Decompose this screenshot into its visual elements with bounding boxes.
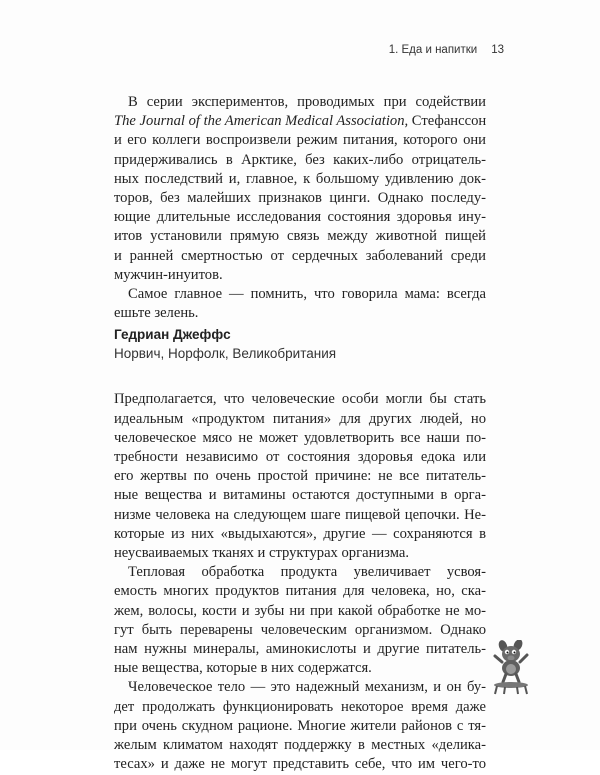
text-fragment: Стефанссон bbox=[411, 113, 487, 130]
text-line: при очень скудном рационе. Многие жители районов с тя- bbox=[114, 717, 486, 734]
text-line: Тепловая обработка продукта увеличивает усвоя- bbox=[128, 564, 486, 581]
chapter-title: 1. Еда и напитки bbox=[388, 44, 478, 56]
text-line: Человеческое тело — это надежный механизм, и он бу- bbox=[128, 679, 486, 696]
text-line: гут быть переварены человеческим организмом. Однако bbox=[114, 621, 486, 638]
running-head bbox=[389, 44, 504, 56]
text-line: которые из них «выдыхаются», другие — сохраняются в bbox=[114, 525, 486, 542]
author-location: Норвич, Норфолк, Великобритания bbox=[114, 346, 337, 362]
text-line bbox=[114, 112, 486, 131]
text-line: придерживались в Арктике, без каких-либо отрицатель- bbox=[114, 151, 486, 168]
paragraph bbox=[114, 563, 486, 678]
text-line: нам нужны минералы, аминокислоты и другие питатель- bbox=[114, 641, 486, 658]
text-line: ные вещества, которые в них содержатся. bbox=[114, 660, 372, 677]
text-line: дет продолжать функционировать некоторое время даже bbox=[114, 698, 486, 715]
text-line: мужчин-инуитов. bbox=[114, 266, 223, 283]
text-line: Предполагается, что человеческие особи могли бы стать bbox=[114, 391, 486, 408]
section-gap bbox=[114, 382, 486, 390]
body-text bbox=[114, 93, 486, 775]
text-line: низме человека на следующем шаге пищевой цепочки. Не- bbox=[114, 506, 486, 523]
section-gap bbox=[114, 363, 486, 382]
text-line: ные вещества и витамины остаются доступными в орга- bbox=[114, 487, 486, 504]
text-line: и ранней смертностью от сердечных заболеваний среди bbox=[114, 247, 486, 264]
text-line: торов, без малейших признаков цинги. Однако последу- bbox=[114, 190, 486, 207]
text-line: его жертвы по очень простой причине: не все питатель- bbox=[114, 468, 486, 485]
text-line: ющие длительные исследования состояния здоровья ину- bbox=[114, 209, 486, 226]
text-line: требности независимо от состояния здоровья едока или bbox=[114, 449, 486, 466]
author-name: Гедриан Джеффс bbox=[114, 327, 231, 343]
page-number: 13 bbox=[491, 44, 504, 56]
text-line: ных последствий и, главное, к большому удивлению док- bbox=[114, 170, 486, 187]
paragraph bbox=[114, 285, 486, 323]
text-line: В серии экспериментов, проводимых при содействии bbox=[128, 94, 486, 110]
cartoon-figure-on-trampoline-icon bbox=[491, 640, 531, 695]
text-line: жем, волосы, кости и зубы ни при какой обработке не мо- bbox=[114, 602, 486, 619]
paragraph bbox=[114, 678, 486, 774]
text-line: человеческое мясо не может удовлетворить все наши по- bbox=[114, 429, 486, 446]
text-line: итов установили прямую связь между животной пищей bbox=[114, 228, 486, 245]
text-line: желым климатом находят поддержку в местных «делика- bbox=[114, 737, 486, 754]
text-line: Самое главное — помнить, что говорила мама: всегда bbox=[128, 286, 486, 303]
text-line: идеальным «продуктом питания» для других людей, но bbox=[114, 410, 486, 427]
text-line: неусваиваемых тканях и структурах организма. bbox=[114, 545, 410, 562]
paragraph bbox=[114, 93, 486, 285]
paragraph bbox=[114, 390, 486, 563]
text-line: тесах» и даже не могут представить себе, что им чего-то bbox=[114, 756, 486, 773]
text-line: емость многих продуктов питания для человека, но, ска- bbox=[114, 583, 486, 600]
journal-title: The Journal of the American Medical Association, bbox=[114, 113, 409, 130]
text-line: ешьте зелень. bbox=[114, 305, 199, 322]
text-line: и его коллеги воспроизвели режим питания, которого они bbox=[114, 132, 486, 149]
